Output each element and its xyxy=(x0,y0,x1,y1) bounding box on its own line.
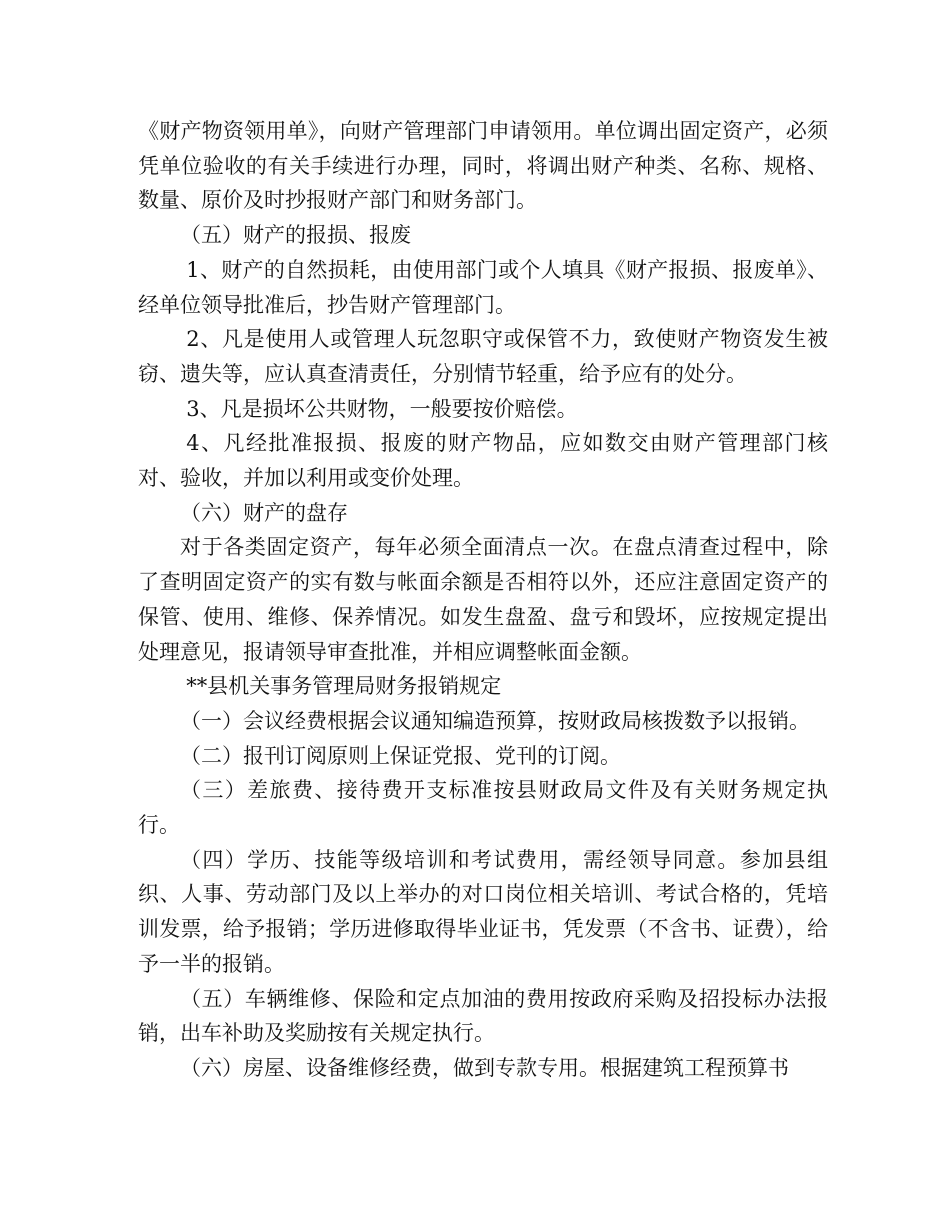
rule-training-exams: （四）学历、技能等级培训和考试费用，需经领导同意。参加县组织、人事、劳动部门及以上举办的对口岗位相关培训、考试合格的，凭培训发票，给予报销；学历进修取得毕业证书，凭发票（不含书、证费），给予一半的报销。 xyxy=(138,847,828,976)
item-negligence: 2、凡是使用人或管理人玩忽职守或保管不力，致使财产物资发生被窃、遗失等，应认真查清责任，分别情节轻重，给予应有的处分。 xyxy=(138,327,828,386)
rule-meeting-funds: （一）会议经费根据会议通知编造预算，按财政局核拨数予以报销。 xyxy=(180,708,810,733)
item-approved-scrap: 4、凡经批准报损、报废的财产物品，应如数交由财产管理部门核对、验收，并加以利用或变价处理。 xyxy=(138,431,828,491)
rule-newspaper-subscription: （二）报刊订阅原则上保证党报、党刊的订阅。 xyxy=(180,743,621,768)
section-title-reimbursement: **县机关事务管理局财务报销规定 xyxy=(186,674,502,699)
item-damage-compensation: 3、凡是损坏公共财物，一般要按价赔偿。 xyxy=(186,396,578,421)
heading-loss-scrap: （五）财产的报损、报废 xyxy=(180,223,411,248)
rule-travel-reception: （三）差旅费、接待费开支标准按县财政局文件及有关财务规定执行。 xyxy=(138,778,828,838)
item-natural-loss: 1、财产的自然损耗，由使用部门或个人填具《财产报损、报废单》、经单位领导批准后，抄告财产管理部门。 xyxy=(138,257,828,317)
rule-building-maintenance: （六）房屋、设备维修经费，做到专款专用。根据建筑工程预算书 xyxy=(180,1055,789,1080)
paragraph-requisition: 《财产物资领用单》，向财产管理部门申请领用。单位调出固定资产，必须凭单位验收的有关手续进行办理，同时，将调出财产种类、名称、规格、数量、原价及时抄报财产部门和财务部门。 xyxy=(138,119,828,213)
document-body xyxy=(138,114,828,1086)
heading-inventory: （六）财产的盘存 xyxy=(180,500,348,525)
rule-vehicle-costs: （五）车辆维修、保险和定点加油的费用按政府采购及招投标办法报销，出车补助及奖励按有关规定执行。 xyxy=(138,986,828,1046)
paragraph-inventory: 对于各类固定资产，每年必须全面清点一次。在盘点清查过程中，除了查明固定资产的实有数与帐面余额是否相符以外，还应注意固定资产的保管、使用、维修、保养情况。如发生盘盈、盘亏和毁坏，应按规定提出处理意见，报请领导审查批准，并相应调整帐面金额。 xyxy=(138,535,828,664)
